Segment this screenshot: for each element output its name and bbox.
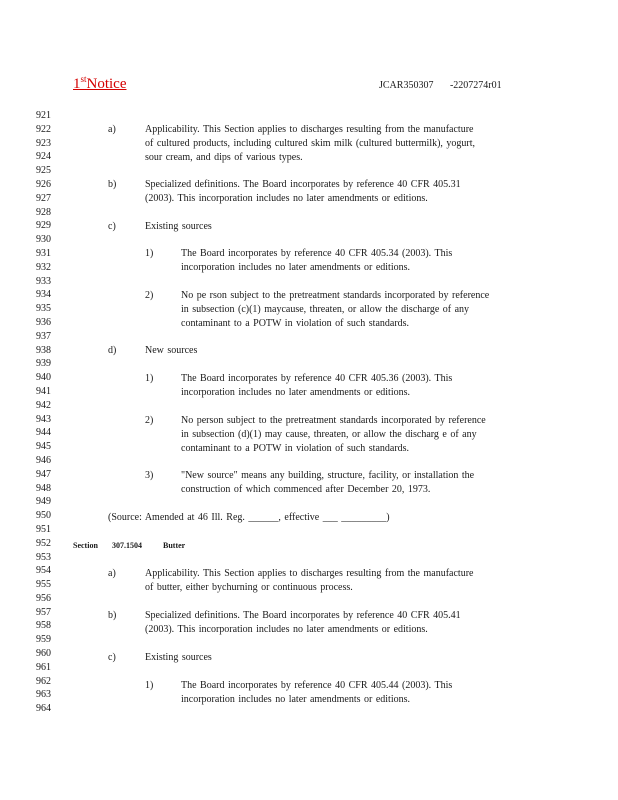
- butter-item-c-label: c): [108, 652, 116, 663]
- line-number: 937: [36, 330, 51, 342]
- item-b-text-1: Specialized definitions. The Board incorporates by reference 40 CFR 405.31: [145, 179, 461, 190]
- item-a-text-3: sour cream, and dips of various types.: [145, 152, 303, 163]
- line-number: 946: [36, 454, 51, 466]
- line-number: 922: [36, 123, 51, 135]
- item-d3-text-2: construction of which commenced after December 20, 1973.: [181, 484, 431, 495]
- line-number: 936: [36, 316, 51, 328]
- item-d2-text-2: in subsection (d)(1) may cause, threaten, or allow the discharg e of any: [181, 429, 477, 440]
- section-number: 307.1504: [112, 541, 142, 550]
- item-d3-text-1: "New source" means any building, structure, facility, or installation the: [181, 470, 475, 481]
- butter-item-b-text-2: (2003). This incorporation includes no later amendments or editions.: [145, 624, 428, 635]
- item-d-text: New sources: [145, 345, 198, 356]
- notice-heading: 1stNotice: [73, 74, 127, 92]
- butter-item-c1-text-2: incorporation includes no later amendments or editions.: [181, 694, 410, 705]
- butter-item-c-text: Existing sources: [145, 652, 212, 663]
- item-c1-text-1: The Board incorporates by reference 40 CFR 405.34 (2003). This: [181, 248, 453, 259]
- line-number: 925: [36, 165, 51, 177]
- line-number: 933: [36, 275, 51, 287]
- item-d2-text-3: contaminant to a POTW in violation of such standards.: [181, 443, 410, 454]
- item-c1-text-2: incorporation includes no later amendments or editions.: [181, 262, 410, 273]
- line-number: 935: [36, 303, 51, 315]
- item-d1-text-1: The Board incorporates by reference 40 CFR 405.36 (2003). This: [181, 373, 453, 384]
- line-number: 959: [36, 634, 51, 646]
- section-label: Section: [73, 541, 98, 550]
- item-d1-label: 1): [145, 373, 154, 384]
- line-number: 949: [36, 496, 51, 508]
- line-number: 943: [36, 413, 51, 425]
- line-number: 951: [36, 523, 51, 535]
- line-number: 961: [36, 661, 51, 673]
- line-numbers: [36, 109, 51, 716]
- item-b-text-2: (2003). This incorporation includes no later amendments or editions.: [145, 193, 428, 204]
- document-code: JCAR350307 -2207274r01: [379, 80, 502, 91]
- line-number: 957: [36, 606, 51, 618]
- butter-item-c1-text-1: The Board incorporates by reference 40 CFR 405.44 (2003). This: [181, 680, 453, 691]
- item-c-label: c): [108, 221, 116, 232]
- line-number: 962: [36, 675, 51, 687]
- butter-item-b-label: b): [108, 610, 117, 621]
- item-c-text: Existing sources: [145, 221, 212, 232]
- item-c2-text-1: No pe rson subject to the pretreatment standards incorporated by reference: [181, 290, 490, 301]
- line-number: 942: [36, 399, 51, 411]
- line-number: 923: [36, 137, 51, 149]
- line-number: 929: [36, 220, 51, 232]
- line-number: 963: [36, 689, 51, 701]
- line-number: 952: [36, 537, 51, 549]
- line-number: 931: [36, 247, 51, 259]
- line-number: 955: [36, 579, 51, 591]
- line-number: 926: [36, 178, 51, 190]
- item-c2-label: 2): [145, 290, 154, 301]
- line-number: 940: [36, 372, 51, 384]
- line-number: 953: [36, 551, 51, 563]
- line-number: 934: [36, 289, 51, 301]
- line-number: 954: [36, 565, 51, 577]
- item-d2-label: 2): [145, 415, 154, 426]
- line-number: 948: [36, 482, 51, 494]
- line-number: 921: [36, 110, 51, 121]
- source-note: (Source: Amended at 46 Ill. Reg. ______, effective ___ _________): [108, 512, 390, 523]
- line-number: 932: [36, 261, 51, 273]
- butter-item-c1-label: 1): [145, 680, 154, 691]
- line-number: 958: [36, 620, 51, 632]
- item-a-text-1: Applicability. This Section applies to discharges resulting from the manufacture: [145, 124, 474, 135]
- line-number: 938: [36, 344, 51, 356]
- line-number: 928: [36, 206, 51, 218]
- item-b-label: b): [108, 179, 117, 190]
- line-number: 945: [36, 441, 51, 453]
- line-number: 939: [36, 358, 51, 370]
- item-a-label: a): [108, 124, 116, 135]
- item-c2-text-2: in subsection (c)(1) maycause, threaten, or allow the discharge of any: [181, 304, 470, 315]
- line-number: 950: [36, 510, 51, 522]
- line-number: 956: [36, 592, 51, 604]
- line-number: 927: [36, 192, 51, 204]
- line-number: 947: [36, 468, 51, 480]
- line-number: 944: [36, 427, 51, 439]
- line-number: 924: [36, 151, 51, 163]
- line-number: 964: [36, 703, 51, 715]
- butter-item-a-text-2: of butter, either bychurning or continuous process.: [145, 582, 353, 593]
- item-d2-text-1: No person subject to the pretreatment standards incorporated by reference: [181, 415, 486, 426]
- item-d1-text-2: incorporation includes no later amendments or editions.: [181, 387, 410, 398]
- item-c2-text-3: contaminant to a POTW in violation of such standards.: [181, 318, 410, 329]
- item-d-label: d): [108, 345, 117, 356]
- line-number: 941: [36, 385, 51, 397]
- section-title: Butter: [163, 541, 186, 550]
- item-c1-label: 1): [145, 248, 154, 259]
- butter-item-a-text-1: Applicability. This Section applies to discharges resulting from the manufacture: [145, 568, 474, 579]
- line-number: 930: [36, 234, 51, 246]
- line-number: 960: [36, 648, 51, 660]
- butter-item-a-label: a): [108, 568, 116, 579]
- item-a-text-2: of cultured products, including cultured skim milk (cultured buttermilk), yogurt,: [145, 138, 476, 149]
- item-d3-label: 3): [145, 470, 154, 481]
- butter-item-b-text-1: Specialized definitions. The Board incorporates by reference 40 CFR 405.41: [145, 610, 461, 621]
